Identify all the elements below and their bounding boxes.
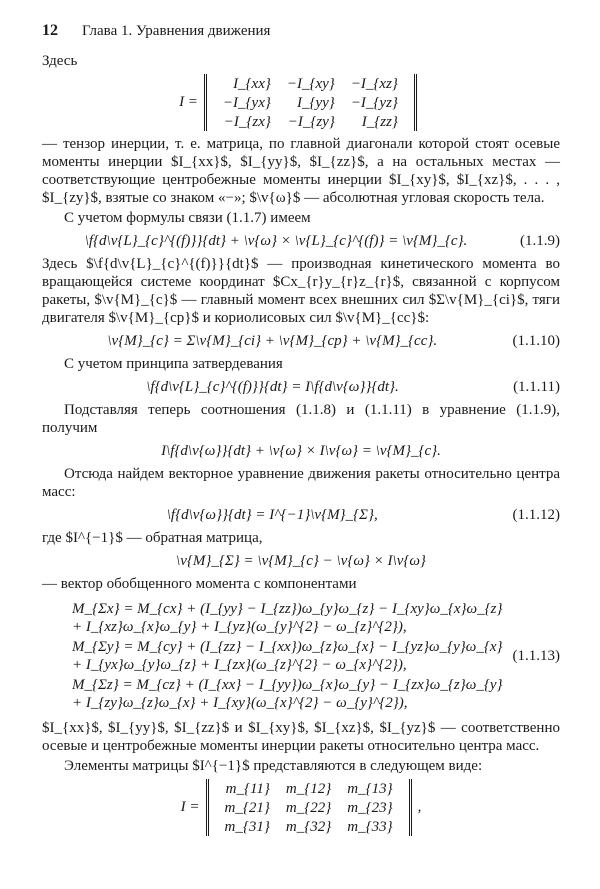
- matrix-cell: −I_{xy}: [286, 75, 335, 92]
- paragraph: С учетом формулы связи (1.1.7) имеем: [64, 210, 311, 226]
- equation-row: M_{Σx} = M_{cx} + (I_{yy} − I_{zz})ω_{y}ω_{z} − I_{xy}ω_{x}ω_{z} + I_{xz}ω_{x}ω_{y} + I_{yz}(ω_{y}^{2} − ω_{z}^{2}),: [72, 601, 503, 635]
- matrix-cell: m_{13}: [347, 780, 393, 797]
- equation-rows: [42, 598, 503, 714]
- equation-1-1-9: [42, 232, 560, 250]
- matrix-cell: I_{xx}: [233, 75, 271, 92]
- equation-body: \v{M}_{c} = Σ\v{M}_{ci} + \v{M}_{cp} + \v{M}_{cc}.: [107, 333, 438, 349]
- paragraph: где $I^{−1}$ — обратная матрица,: [42, 530, 263, 546]
- equation-body: \f{d\v{ω}}{dt} = I^{−1}\v{M}_{Σ},: [166, 507, 378, 523]
- matrix-cell: m_{31}: [224, 818, 270, 835]
- matrix-cell: −I_{xz}: [350, 75, 398, 92]
- equation-body: \f{d\v{L}_{c}^{(f)}}{dt} = I\f{d\v{ω}}{dt}.: [146, 379, 399, 395]
- matrix-row: [217, 798, 401, 817]
- equation: [42, 442, 560, 460]
- equation-number: (1.1.11): [513, 379, 560, 395]
- matrix-cell: m_{11}: [225, 780, 270, 797]
- equation: [42, 552, 560, 570]
- matrix-cell: −I_{zx}: [223, 113, 271, 130]
- matrix-cell: −I_{yz}: [350, 94, 398, 111]
- matrix-cell: m_{22}: [285, 799, 332, 816]
- equation-body: I\f{d\v{ω}}{dt} + \v{ω} × I\v{ω} = \v{M}_{c}.: [161, 443, 441, 459]
- equation-row: M_{Σy} = M_{cy} + (I_{zz} − I_{xx})ω_{z}ω_{x} − I_{yz}ω_{y}ω_{x} + I_{yx}ω_{y}ω_{z} + I_{zx}(ω_{z}^{2} − ω_{x}^{2}),: [72, 639, 503, 673]
- page-number: 12: [42, 22, 58, 39]
- matrix-lhs: I =: [180, 799, 200, 815]
- running-header: [42, 22, 560, 40]
- equation-1-1-12: [42, 506, 560, 524]
- matrix-cell: m_{21}: [224, 799, 270, 816]
- matrix-row: [215, 112, 406, 131]
- matrix-body: [206, 779, 412, 836]
- equation-body: \v{M}_{Σ} = \v{M}_{c} − \v{ω} × I\v{ω}: [176, 553, 426, 569]
- matrix-cell: m_{32}: [285, 818, 332, 835]
- paragraph: — вектор обобщенного момента с компонентами: [42, 576, 357, 592]
- paragraph: Элементы матрицы $I^{−1}$ представляются в следующем виде:: [64, 758, 483, 774]
- matrix-body: [204, 74, 417, 131]
- paragraph: Подставляя теперь соотношения (1.1.8) и (1.1.11) в уравнение (1.1.9), получим: [42, 402, 560, 436]
- matrix-cell: −I_{zy}: [287, 113, 335, 130]
- paragraph: С учетом принципа затвердевания: [64, 356, 283, 372]
- equation-1-1-10: [42, 332, 560, 350]
- matrix-lhs: I =: [179, 94, 198, 110]
- paragraph: Здесь: [42, 53, 78, 69]
- inverse-matrix-elements: [42, 779, 560, 836]
- matrix-row: [215, 93, 406, 112]
- paragraph: Отсюда найдем векторное уравнение движения ракеты относительно центра масс:: [42, 466, 560, 500]
- matrix-cell: I_{zz}: [361, 113, 398, 130]
- inertia-tensor-matrix: [42, 74, 560, 131]
- matrix-cell: I_{yy}: [297, 94, 335, 111]
- matrix-row: [217, 817, 401, 836]
- equation-1-1-11: [42, 378, 560, 396]
- matrix-cell: m_{12}: [285, 780, 332, 797]
- equation-row: M_{Σz} = M_{cz} + (I_{xx} − I_{yy})ω_{x}ω_{y} − I_{zx}ω_{z}ω_{y} + I_{zy}ω_{z}ω_{x} + I_{xy}(ω_{x}^{2} − ω_{y}^{2}),: [72, 677, 503, 711]
- matrix-cell: −I_{yx}: [222, 94, 271, 111]
- running-title: Глава 1. Уравнения движения: [82, 23, 271, 39]
- equation-number: (1.1.9): [520, 233, 560, 249]
- matrix-tail: ,: [417, 799, 422, 815]
- matrix-cell: m_{33}: [347, 818, 393, 835]
- matrix-cell: m_{23}: [347, 799, 393, 816]
- equation-body: \f{d\v{L}_{c}^{(f)}}{dt} + \v{ω} × \v{L}_{c}^{(f)} = \v{M}_{c}.: [84, 233, 468, 249]
- paragraph: — тензор инерции, т. е. матрица, по главной диагонали которой стоят осевые моменты инерции $I_{xx}$, $I_{yy}$, $I_{zz}$, а на остальных местах — соответствующие центробежные моменты инерции $I_{xy}$, $I_{xz}$, . . . , $I_{zy}$, взятые со знаком «−»; $\v{ω}$ — абсолютная угловая скорость тела.: [42, 136, 560, 206]
- equation-number: (1.1.10): [512, 333, 560, 349]
- matrix-row: [215, 74, 406, 93]
- equation-number: (1.1.12): [512, 507, 560, 523]
- paragraph: Здесь $\f{d\v{L}_{c}^{(f)}}{dt}$ — производная кинетического момента во вращающейся системе координат $Cx_{r}y_{r}z_{r}$, связанной с корпусом ракеты, $\v{M}_{c}$ — главный момент всех внешних сил $Σ\v{M}_{ci}$, тяги двигателя $\v{M}_{cp}$ и кориолисовых сил $\v{M}_{cc}$:: [42, 256, 560, 326]
- equation-1-1-13: [42, 598, 560, 714]
- matrix-row: [217, 779, 401, 798]
- paragraph: $I_{xx}$, $I_{yy}$, $I_{zz}$ и $I_{xy}$, $I_{xz}$, $I_{yz}$ — соответственно осевые и центробежные моменты инерции ракеты относительно центра масс.: [42, 720, 560, 754]
- equation-number: (1.1.13): [512, 647, 560, 664]
